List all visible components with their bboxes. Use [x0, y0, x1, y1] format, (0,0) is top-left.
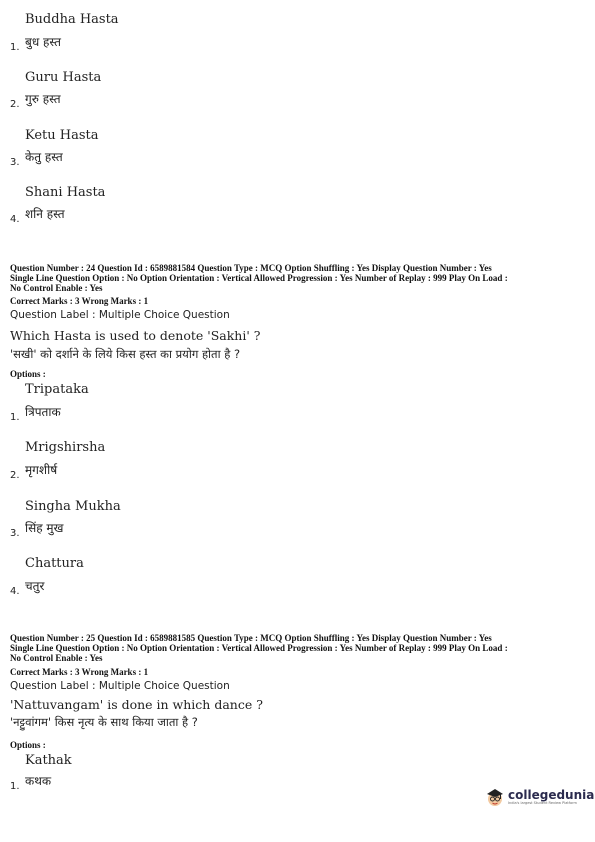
question-25-label: Question Label : Multiple Choice Question [10, 680, 230, 692]
option-2-number: 2. [10, 99, 20, 110]
student-mascot-icon [485, 786, 505, 808]
q25-option-1-number: 1. [10, 781, 20, 792]
question-24-meta-line-2: Single Line Question Option : No Option Orientation : Vertical Allowed Progression : Yes Number of Replay : 999 Play On Load : [10, 273, 508, 283]
option-3-number: 3. [10, 157, 20, 168]
q24-option-4-text-hi[interactable]: चतुर [25, 579, 45, 593]
q24-option-3-text-hi[interactable]: सिंह मुख [25, 521, 64, 535]
q24-option-2-number: 2. [10, 470, 20, 481]
q24-option-1-text-hi[interactable]: त्रिपताक [25, 405, 61, 419]
logo-name: collegedunia [508, 787, 595, 802]
question-24-marks: Correct Marks : 3 Wrong Marks : 1 [10, 296, 149, 306]
option-3-text-hi: केतु हस्त [25, 150, 63, 164]
option-4-number: 4. [10, 214, 20, 225]
option-2-text-en: Guru Hasta [25, 70, 102, 85]
q24-option-1-text-en[interactable]: Tripataka [25, 382, 89, 397]
question-25-text-hi: 'नट्टुवांगम' किस नृत्य के साथ किया जाता है ? [10, 715, 198, 729]
question-24-meta [10, 263, 585, 293]
q24-option-3-number: 3. [10, 528, 20, 539]
q24-option-3-text-en[interactable]: Singha Mukha [25, 499, 121, 514]
q24-option-4-text-en[interactable]: Chattura [25, 556, 84, 571]
option-4-text-hi: शनि हस्त [25, 207, 65, 221]
collegedunia-logo [485, 786, 594, 808]
question-24-text-hi: 'सखी' को दर्शाने के लिये किस हस्त का प्रयोग होता है ? [10, 347, 241, 361]
question-25-marks: Correct Marks : 3 Wrong Marks : 1 [10, 667, 149, 677]
question-25-text-en: 'Nattuvangam' is done in which dance ? [10, 697, 263, 712]
q24-option-4-number: 4. [10, 586, 20, 597]
question-24-options-heading: Options : [10, 369, 46, 379]
question-24-text-en: Which Hasta is used to denote 'Sakhi' ? [10, 328, 261, 343]
q25-option-1-text-hi[interactable]: कथक [25, 774, 52, 788]
q24-option-2-text-hi[interactable]: मृगशीर्ष [25, 463, 58, 477]
question-24-meta-line-3: No Control Enable : Yes [10, 283, 103, 293]
logo-tagline: India's largest Student Review Platform [508, 800, 577, 805]
option-2-text-hi: गुरु हस्त [25, 92, 61, 106]
question-24-label: Question Label : Multiple Choice Question [10, 309, 230, 321]
q25-option-1-text-en[interactable]: Kathak [25, 753, 72, 768]
question-25-meta-line-2: Single Line Question Option : No Option Orientation : Vertical Allowed Progression : Yes Number of Replay : 999 Play On Load : [10, 643, 508, 653]
q24-option-2-text-en[interactable]: Mrigshirsha [25, 440, 106, 455]
option-3-text-en: Ketu Hasta [25, 128, 99, 143]
question-25-meta-line-1: Question Number : 25 Question Id : 6589881585 Question Type : MCQ Option Shuffling : Yes Display Question Number : Yes [10, 633, 492, 643]
option-1-text-en: Buddha Hasta [25, 12, 119, 27]
q24-option-1-number: 1. [10, 412, 20, 423]
option-1-number: 1. [10, 42, 20, 53]
option-1-text-hi: बुध हस्त [25, 35, 61, 49]
question-24-meta-line-1: Question Number : 24 Question Id : 6589881584 Question Type : MCQ Option Shuffling : Yes Display Question Number : Yes [10, 263, 492, 273]
option-4-text-en: Shani Hasta [25, 185, 106, 200]
question-25-options-heading: Options : [10, 740, 46, 750]
question-25-meta [10, 633, 585, 663]
question-25-meta-line-3: No Control Enable : Yes [10, 653, 103, 663]
